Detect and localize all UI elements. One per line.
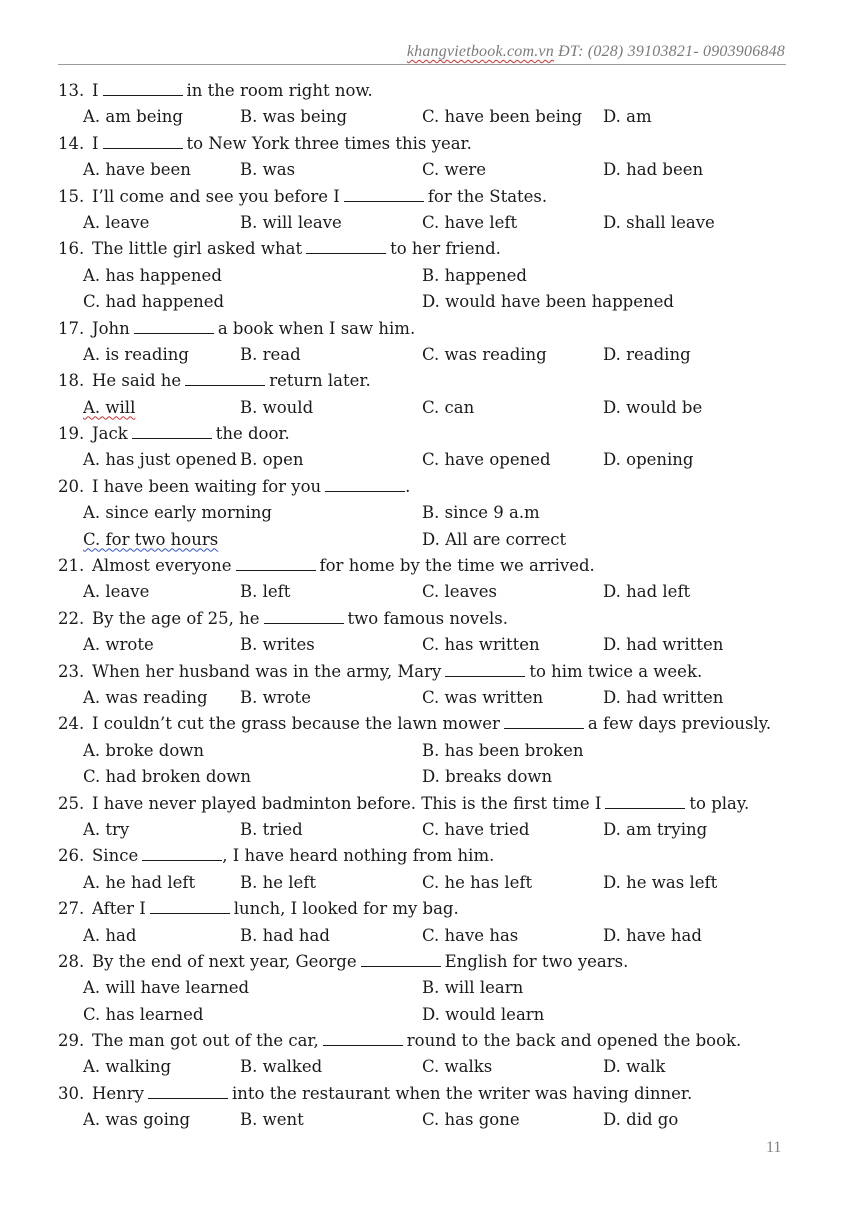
option-a: A. try (83, 819, 130, 839)
option-a: A. wrote (83, 635, 154, 655)
option-d: D. would be (603, 397, 703, 417)
options-row (58, 632, 798, 658)
options-row (58, 342, 798, 368)
option-a: A. he had left (83, 872, 196, 892)
stem-after-blank: . (405, 476, 411, 496)
option-a: A. will have learned (83, 978, 250, 998)
answer-blank (325, 477, 405, 492)
stem-before-blank: I have been waiting for you (92, 476, 322, 496)
option-d: D. did go (603, 1110, 679, 1130)
answer-blank (323, 1031, 403, 1046)
question-number: 15. (58, 186, 85, 206)
stem-before-blank: John (92, 318, 130, 338)
question-stem (58, 316, 798, 342)
option-d: D. shall leave (603, 212, 715, 232)
stem-after-blank: round to the back and opened the book. (406, 1031, 742, 1051)
option-b: B. he left (240, 872, 317, 892)
stem-before-blank: I (92, 133, 99, 153)
option-a: A. broke down (83, 740, 205, 760)
question-17 (58, 316, 798, 369)
answer-blank (236, 556, 316, 571)
option-a: A. has happened (83, 265, 222, 285)
stem-after-blank: to New York three times this year. (186, 133, 472, 153)
options-row (58, 1107, 798, 1133)
question-stem (58, 606, 798, 632)
answer-blank (185, 371, 265, 386)
option-b: B. had had (240, 925, 330, 945)
question-number: 16. (58, 239, 85, 259)
options-row (58, 289, 798, 315)
option-b: B. was being (240, 107, 348, 127)
option-a: A. since early morning (83, 503, 272, 523)
option-d: D. would have been happened (422, 292, 674, 312)
option-c: C. he has left (422, 872, 533, 892)
option-c: C. can (422, 397, 475, 417)
stem-after-blank: a few days previously. (587, 714, 772, 734)
options-row (58, 500, 798, 526)
stem-before-blank: By the age of 25, he (92, 608, 260, 628)
answer-blank (132, 424, 212, 439)
page-header (407, 43, 785, 61)
option-d: D. All are correct (422, 529, 567, 549)
option-c: C. leaves (422, 582, 497, 602)
question-number: 13. (58, 81, 85, 100)
question-14 (58, 131, 798, 184)
option-c: C. had happened (83, 292, 225, 312)
header-contact: ĐT: (028) 39103821- 0903906848 (553, 43, 785, 60)
stem-before-blank: I (92, 81, 99, 100)
question-22 (58, 606, 798, 659)
question-number: 23. (58, 661, 85, 681)
question-18 (58, 368, 798, 421)
question-number: 17. (58, 318, 85, 338)
question-stem (58, 843, 798, 869)
header-rule (58, 64, 786, 65)
options-row (58, 1054, 798, 1080)
question-16 (58, 236, 798, 315)
option-d: D. would learn (422, 1004, 545, 1024)
page-number: 11 (766, 1139, 782, 1156)
answer-blank (142, 846, 222, 861)
stem-before-blank: The man got out of the car, (92, 1031, 319, 1051)
option-b: B. walked (240, 1057, 323, 1077)
answer-blank (103, 81, 183, 96)
option-a: A. walking (83, 1057, 172, 1077)
question-stem (58, 78, 798, 104)
question-stem (58, 368, 798, 394)
options-row (58, 447, 798, 473)
question-number: 29. (58, 1031, 85, 1051)
stem-after-blank: lunch, I looked for my bag. (233, 899, 459, 919)
options-row (58, 527, 798, 553)
question-28 (58, 949, 798, 1028)
answer-blank (103, 134, 183, 149)
stem-before-blank: I couldn’t cut the grass because the lawn mower (92, 714, 500, 734)
question-23 (58, 659, 798, 712)
question-number: 26. (58, 846, 85, 866)
option-b: B. since 9 a.m (422, 503, 540, 523)
option-c: C. has gone (422, 1110, 520, 1130)
question-stem (58, 711, 798, 737)
stem-before-blank: Jack (92, 424, 128, 444)
options-row (58, 579, 798, 605)
option-c: C. was reading (422, 344, 547, 364)
option-b: B. would (240, 397, 314, 417)
stem-after-blank: to play. (689, 793, 750, 813)
option-c: C. walks (422, 1057, 493, 1077)
option-c: C. have opened (422, 450, 551, 470)
option-d: D. opening (603, 450, 694, 470)
options-row (58, 870, 798, 896)
option-b: B. went (240, 1110, 304, 1130)
stem-after-blank: return later. (269, 371, 371, 391)
answer-blank (134, 319, 214, 334)
options-row (58, 685, 798, 711)
stem-after-blank: , I have heard nothing from him. (222, 846, 495, 866)
option-b: B. happened (422, 265, 527, 285)
option-d: D. breaks down (422, 767, 553, 787)
options-row (58, 817, 798, 843)
question-21 (58, 553, 798, 606)
option-b: B. wrote (240, 687, 311, 707)
options-row (58, 764, 798, 790)
question-stem (58, 421, 798, 447)
question-stem (58, 184, 798, 210)
option-a: A. am being (83, 107, 183, 127)
options-row (58, 1002, 798, 1028)
option-d: D. reading (603, 344, 691, 364)
stem-after-blank: two famous novels. (347, 608, 508, 628)
answer-blank (150, 899, 230, 914)
option-d: D. am (603, 107, 652, 127)
option-a: A. leave (83, 582, 150, 602)
question-stem (58, 131, 798, 157)
options-row (58, 975, 798, 1001)
option-c: C. for two hours (83, 529, 219, 549)
option-a: A. leave (83, 212, 150, 232)
question-stem (58, 1028, 798, 1054)
question-number: 25. (58, 793, 85, 813)
option-c: C. was written (422, 687, 544, 707)
question-25 (58, 791, 798, 844)
answer-blank (361, 952, 441, 967)
option-c: C. has learned (83, 1004, 204, 1024)
question-stem (58, 474, 798, 500)
option-c: C. have tried (422, 819, 530, 839)
header-site: khangvietbook.com.vn (406, 43, 554, 60)
question-30 (58, 1081, 798, 1134)
stem-before-blank: He said he (92, 371, 182, 391)
option-c: C. have left (422, 212, 518, 232)
question-number: 14. (58, 133, 85, 153)
question-number: 20. (58, 476, 85, 496)
question-stem (58, 791, 798, 817)
question-number: 18. (58, 371, 85, 391)
option-b: B. writes (240, 635, 315, 655)
stem-after-blank: English for two years. (444, 951, 629, 971)
question-stem (58, 659, 798, 685)
stem-before-blank: Henry (92, 1083, 144, 1103)
question-19 (58, 421, 798, 474)
options-row (58, 923, 798, 949)
options-row (58, 263, 798, 289)
option-b: B. has been broken (422, 740, 584, 760)
question-15 (58, 184, 798, 237)
stem-before-blank: The little girl asked what (92, 239, 303, 259)
question-number: 28. (58, 951, 85, 971)
option-a: A. had (83, 925, 137, 945)
option-d: D. am trying (603, 819, 708, 839)
stem-after-blank: into the restaurant when the writer was having dinner. (232, 1083, 693, 1103)
option-d: D. had written (603, 635, 724, 655)
stem-after-blank: to her friend. (390, 239, 501, 259)
stem-after-blank: for home by the time we arrived. (319, 556, 595, 576)
answer-blank (605, 794, 685, 809)
option-c: C. have been being (422, 107, 583, 127)
option-b: B. read (240, 344, 301, 364)
option-b: B. was (240, 160, 296, 180)
option-d: D. walk (603, 1057, 666, 1077)
option-a: A. is reading (83, 344, 189, 364)
stem-before-blank: I’ll come and see you before I (92, 186, 340, 206)
question-13 (58, 78, 798, 131)
stem-after-blank: in the room right now. (186, 81, 373, 100)
stem-after-blank: a book when I saw him. (217, 318, 416, 338)
question-number: 30. (58, 1083, 85, 1103)
option-a: A. have been (83, 160, 191, 180)
options-row (58, 738, 798, 764)
stem-before-blank: Since (92, 846, 139, 866)
question-27 (58, 896, 798, 949)
options-row (58, 210, 798, 236)
answer-blank (504, 714, 584, 729)
stem-before-blank: By the end of next year, George (92, 951, 357, 971)
option-d: D. had written (603, 687, 724, 707)
option-c: C. has written (422, 635, 540, 655)
option-b: B. left (240, 582, 291, 602)
stem-before-blank: When her husband was in the army, Mary (92, 661, 442, 681)
option-d: D. had been (603, 160, 704, 180)
option-a: A. was reading (83, 687, 208, 707)
stem-before-blank: Almost everyone (92, 556, 232, 576)
question-number: 22. (58, 608, 85, 628)
answer-blank (306, 239, 386, 254)
options-row (58, 395, 798, 421)
answer-blank (445, 662, 525, 677)
option-b: B. open (240, 450, 304, 470)
question-29 (58, 1028, 798, 1081)
answer-blank (344, 187, 424, 202)
options-row (58, 157, 798, 183)
question-24 (58, 711, 798, 790)
question-number: 24. (58, 714, 85, 734)
option-b: B. tried (240, 819, 303, 839)
option-a: A. was going (83, 1110, 191, 1130)
stem-before-blank: After I (92, 899, 146, 919)
question-26 (58, 843, 798, 896)
question-number: 27. (58, 899, 85, 919)
option-a: A. will (83, 397, 136, 417)
answer-blank (264, 609, 344, 624)
option-c: C. were (422, 160, 487, 180)
option-c: C. had broken down (83, 767, 252, 787)
question-stem (58, 236, 798, 262)
option-b: B. will learn (422, 978, 524, 998)
question-number: 19. (58, 424, 85, 444)
question-number: 21. (58, 556, 85, 576)
option-d: D. had left (603, 582, 691, 602)
option-c: C. have has (422, 925, 519, 945)
stem-after-blank: for the States. (427, 186, 548, 206)
stem-after-blank: to him twice a week. (529, 661, 703, 681)
question-stem (58, 1081, 798, 1107)
option-d: D. he was left (603, 872, 718, 892)
question-stem (58, 896, 798, 922)
answer-blank (148, 1084, 228, 1099)
option-a: A. has just opened (83, 450, 237, 470)
question-stem (58, 553, 798, 579)
option-b: B. will leave (240, 212, 342, 232)
question-20 (58, 474, 798, 553)
options-row (58, 104, 798, 130)
stem-after-blank: the door. (215, 424, 290, 444)
question-stem (58, 949, 798, 975)
stem-before-blank: I have never played badminton before. This is the first time I (92, 793, 602, 813)
option-d: D. have had (603, 925, 702, 945)
question-list (58, 78, 798, 1134)
